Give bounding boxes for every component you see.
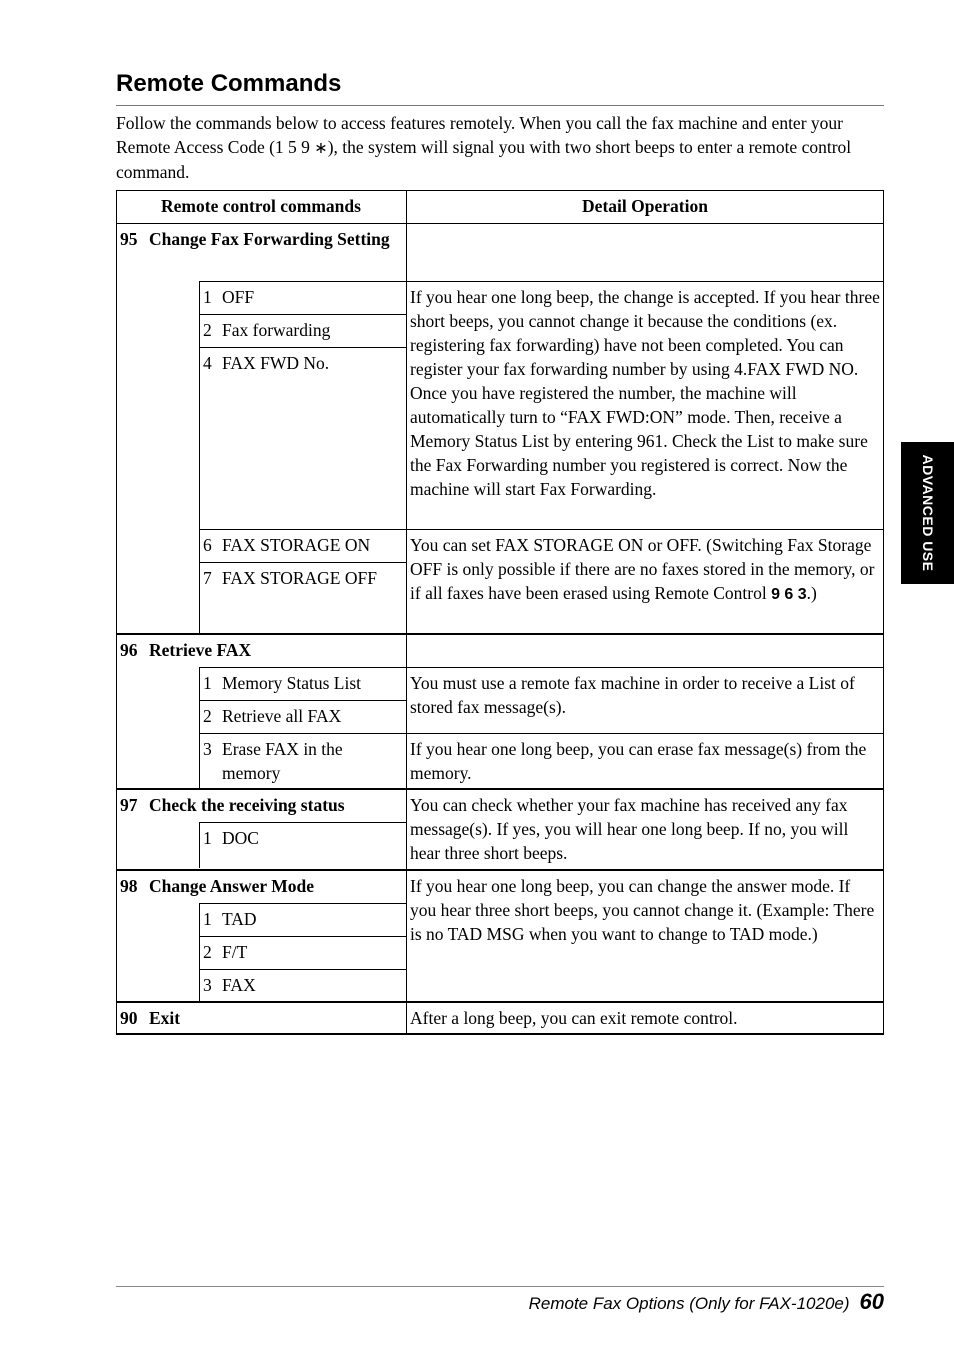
sub-row	[199, 903, 406, 931]
sub-code: 2	[203, 706, 212, 726]
row-divider	[199, 562, 406, 563]
sub-code: 1	[203, 287, 212, 307]
sub-row	[199, 529, 406, 557]
sub-code: 2	[203, 320, 212, 340]
detail-text: You can set FAX STORAGE ON or OFF. (Switching Fax Storage OFF is only possible if there are no faxes stored in the memory, or if all faxes have been erased using Remote Control	[410, 535, 875, 603]
detail-text: .)	[806, 583, 817, 603]
row-divider	[199, 281, 884, 282]
sub-code: 1	[203, 828, 212, 848]
sub-label: FAX STORAGE ON	[222, 535, 371, 555]
detail-cell: After a long beep, you can exit remote control.	[410, 1008, 738, 1028]
detail-cell: If you hear one long beep, the change is accepted. If you hear three short beeps, you cannot change it because the conditions (ex. registering fax forwarding) have not been completed. You can register your fax forwarding number by using 4.FAX FWD NO. Once you have registered the number, the machine will automatically turn to “FAX FWD:ON” mode. Then, receive a Memory Status List by entering 961. Check the List to make sure the Fax Forwarding number you registered is correct. Now the machine will start Fax Forwarding.	[410, 287, 880, 499]
group-code: 90	[120, 1008, 138, 1028]
row-divider	[116, 869, 884, 871]
group-96	[116, 634, 406, 662]
sub-row	[199, 822, 406, 850]
sub-border	[199, 667, 200, 788]
page-number: 60	[859, 1289, 884, 1314]
row-divider	[199, 822, 406, 823]
sub-code: 3	[203, 975, 212, 995]
header-detail: Detail Operation	[582, 196, 708, 216]
sub-label: DOC	[222, 828, 259, 848]
sub-code: 3	[203, 739, 212, 759]
row-divider	[199, 314, 406, 315]
detail-cell: If you hear one long beep, you can change the answer mode. If you hear three short beeps, you cannot change it. (Example: There is no TAD MSG when you want to change to TAD mode.)	[410, 876, 875, 944]
group-label: Change Answer Mode	[149, 876, 314, 896]
sub-row	[199, 667, 406, 695]
row-divider	[199, 347, 406, 348]
sub-code: 7	[203, 568, 212, 588]
footer-text: Remote Fax Options (Only for FAX-1020e)	[528, 1294, 850, 1313]
group-code: 97	[120, 795, 138, 815]
sub-label: F/T	[222, 942, 248, 962]
detail-command-code: 9 6 3	[771, 586, 807, 603]
group-code: 95	[120, 229, 138, 249]
row-divider	[199, 969, 406, 970]
row-divider	[116, 1001, 884, 1003]
table-border	[116, 190, 117, 1035]
sub-row	[199, 281, 406, 309]
detail-cell: You must use a remote fax machine in order to receive a List of stored fax message(s).	[410, 673, 855, 717]
sub-label: TAD	[222, 909, 257, 929]
row-divider	[199, 733, 884, 734]
sub-code: 2	[203, 942, 212, 962]
group-label: Change Fax Forwarding Setting	[149, 229, 390, 249]
sub-row	[199, 936, 406, 964]
row-divider	[116, 788, 884, 790]
row-divider	[199, 667, 884, 668]
sub-label: FAX FWD No.	[222, 353, 330, 373]
page-title: Remote Commands	[116, 70, 342, 97]
intro-text-end: ), the system will signal you with two short beeps to enter a remote control command.	[116, 137, 852, 182]
sub-label: Memory Status List	[222, 673, 362, 693]
remote-commands-table	[116, 190, 884, 1035]
sub-row	[199, 969, 406, 997]
intro-paragraph	[116, 111, 886, 184]
group-95	[116, 223, 406, 251]
row-divider	[199, 529, 884, 530]
sub-row	[199, 562, 406, 590]
footer-divider	[116, 1286, 884, 1287]
row-divider	[199, 700, 406, 701]
group-code: 96	[120, 640, 138, 660]
sub-row	[199, 314, 406, 342]
column-divider	[406, 190, 407, 1035]
page-footer	[529, 1288, 884, 1318]
group-label: Exit	[149, 1008, 181, 1028]
table-border	[116, 190, 884, 191]
sub-border	[199, 281, 200, 633]
table-border	[116, 1033, 884, 1035]
group-90	[116, 1002, 406, 1030]
header-commands: Remote control commands	[161, 196, 361, 216]
sub-code: 4	[203, 353, 212, 373]
group-label: Retrieve FAX	[149, 640, 252, 660]
sub-code: 1	[203, 909, 212, 929]
row-divider	[199, 936, 406, 937]
intro-text-start: Follow the commands below to access features remotely. When you call the fax machine and enter your Remote Access Code (1 5 9	[116, 113, 843, 157]
side-tab-label: ADVANCED USE	[919, 454, 936, 572]
sub-row	[199, 347, 406, 375]
sub-row	[199, 733, 406, 785]
sub-label: FAX	[222, 975, 256, 995]
sub-label: Retrieve all FAX	[222, 706, 342, 726]
sub-border	[199, 822, 200, 868]
sub-label: FAX STORAGE OFF	[222, 568, 377, 588]
detail-cell: You can check whether your fax machine has received any fax message(s). If yes, you will hear one long beep. If no, you will hear three short beeps.	[410, 795, 849, 863]
group-label: Check the receiving status	[149, 795, 345, 815]
sub-code: 1	[203, 673, 212, 693]
row-divider	[199, 903, 406, 904]
sub-label: OFF	[222, 287, 255, 307]
sub-code: 6	[203, 535, 212, 555]
title-divider	[116, 105, 884, 106]
detail-cell	[406, 529, 884, 607]
asterisk-symbol: ∗	[314, 138, 328, 157]
detail-cell: If you hear one long beep, you can erase fax message(s) from the memory.	[410, 739, 867, 783]
sub-row	[199, 700, 406, 728]
table-border	[883, 190, 884, 1035]
group-code: 98	[120, 876, 138, 896]
row-divider	[116, 633, 884, 635]
sub-label: Fax forwarding	[222, 320, 331, 340]
sub-border	[199, 903, 200, 1001]
row-divider	[116, 223, 884, 224]
group-98	[116, 870, 406, 898]
group-97	[116, 789, 406, 817]
sub-label: Erase FAX in the memory	[222, 739, 343, 783]
section-side-tab	[901, 442, 954, 584]
